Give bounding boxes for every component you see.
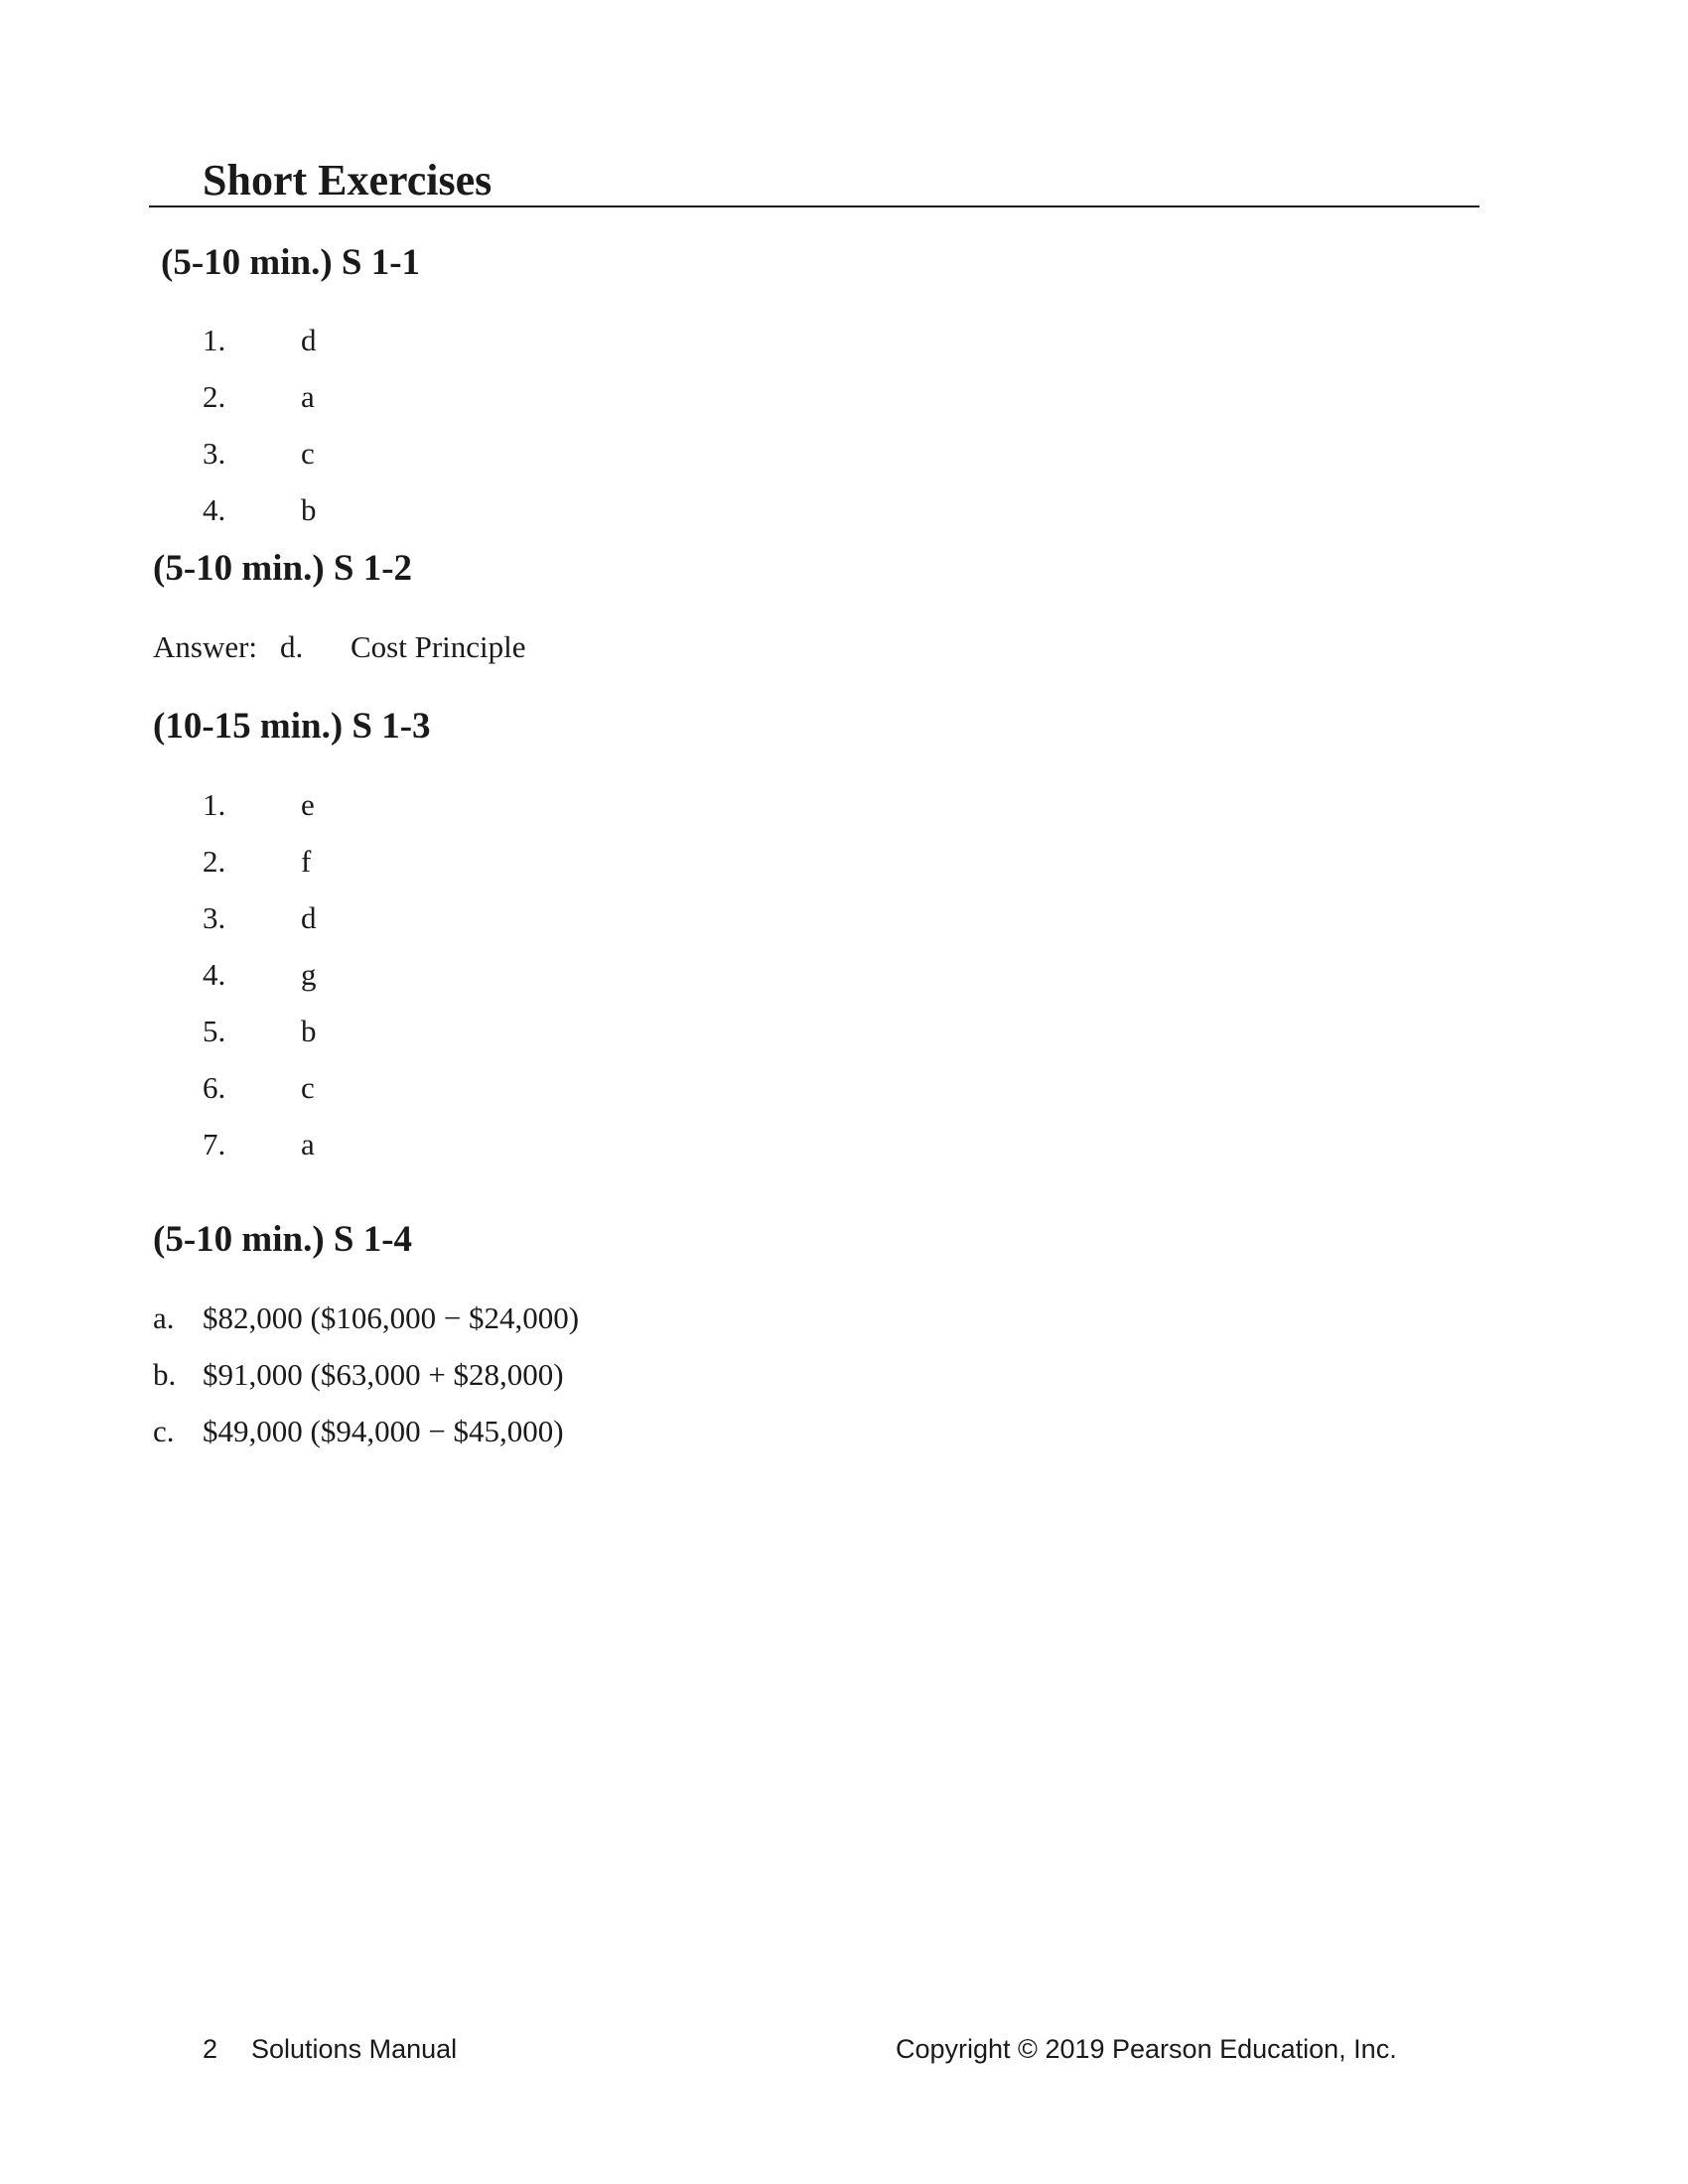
section-heading-s1-2: (5-10 min.) S 1-2 xyxy=(153,548,413,589)
title-divider xyxy=(149,205,1479,207)
s1-1-item-number: 2. xyxy=(203,379,226,414)
s1-3-item-number: 2. xyxy=(203,844,226,879)
footer-book-title: Solutions Manual xyxy=(251,2034,458,2064)
s1-1-item-answer: b xyxy=(301,492,317,527)
s1-3-item-number: 1. xyxy=(203,787,226,822)
s1-1-item-number: 1. xyxy=(203,323,226,357)
s1-4-item-text: $82,000 ($106,000 − $24,000) xyxy=(203,1300,580,1335)
s1-1-item-answer: a xyxy=(301,379,315,414)
s1-2-answer-letter: d. xyxy=(280,629,304,664)
section-heading-s1-4: (5-10 min.) S 1-4 xyxy=(153,1219,413,1260)
s1-3-item-answer: b xyxy=(301,1014,317,1048)
s1-3-item-number: 3. xyxy=(203,900,226,935)
s1-3-item-number: 7. xyxy=(203,1127,226,1161)
s1-3-item-answer: f xyxy=(301,844,312,879)
footer-page-number: 2 xyxy=(203,2034,218,2064)
s1-3-item-number: 6. xyxy=(203,1070,226,1105)
s1-1-item-answer: d xyxy=(301,323,317,357)
s1-4-item-letter: c. xyxy=(153,1414,175,1448)
s1-3-item-number: 5. xyxy=(203,1014,226,1048)
s1-2-answer-text: Cost Principle xyxy=(351,629,526,664)
footer-copyright: Copyright © 2019 Pearson Education, Inc. xyxy=(896,2034,1397,2064)
s1-4-item-text: $49,000 ($94,000 − $45,000) xyxy=(203,1414,564,1448)
s1-3-item-answer: e xyxy=(301,787,315,822)
s1-3-item-number: 4. xyxy=(203,957,226,992)
s1-3-item-answer: g xyxy=(301,957,317,992)
page-title: Short Exercises xyxy=(203,156,492,205)
s1-3-item-answer: d xyxy=(301,900,317,935)
s1-3-item-answer: a xyxy=(301,1127,315,1161)
s1-3-item-answer: c xyxy=(301,1070,315,1105)
section-heading-s1-1: (5-10 min.) S 1-1 xyxy=(161,242,421,283)
s1-4-item-letter: a. xyxy=(153,1300,175,1335)
s1-1-item-number: 4. xyxy=(203,492,226,527)
s1-2-answer-label: Answer: xyxy=(153,629,258,664)
section-heading-s1-3: (10-15 min.) S 1-3 xyxy=(153,706,431,747)
s1-1-item-number: 3. xyxy=(203,436,226,471)
s1-4-item-letter: b. xyxy=(153,1357,177,1392)
s1-1-item-answer: c xyxy=(301,436,315,471)
s1-4-item-text: $91,000 ($63,000 + $28,000) xyxy=(203,1357,564,1392)
